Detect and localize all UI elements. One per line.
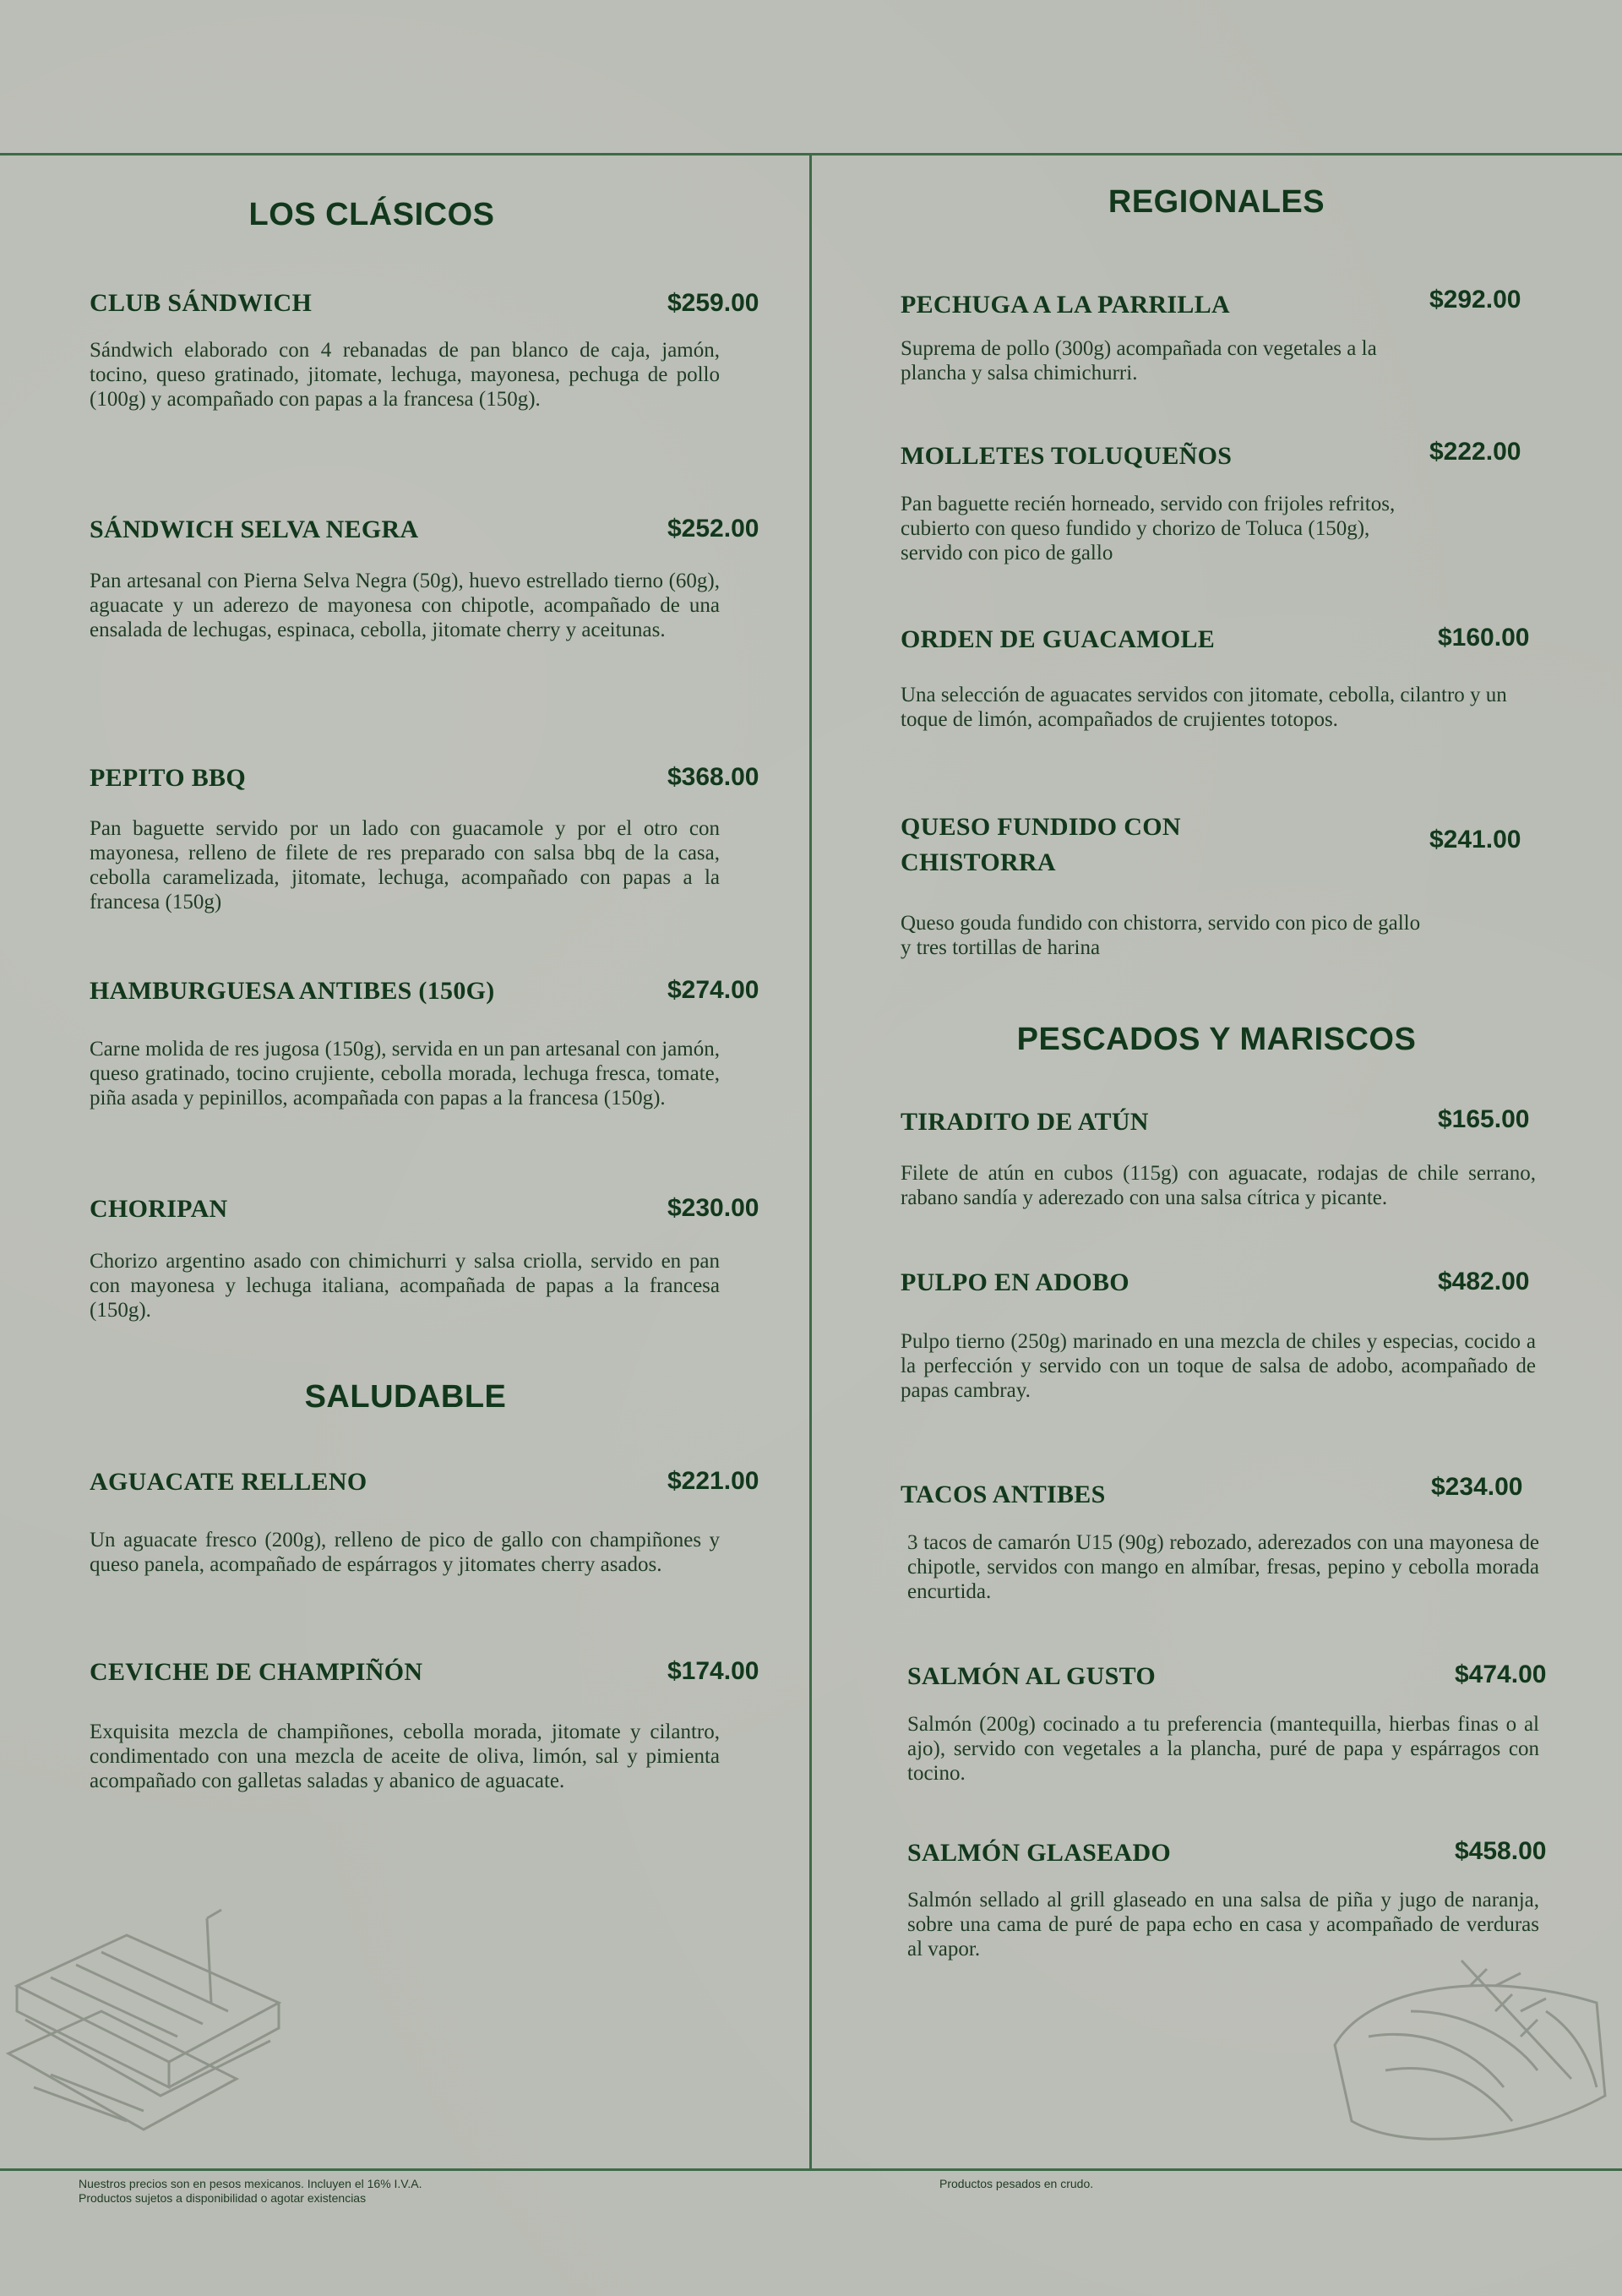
menu-item-desc: Exquisita mezcla de champiñones, cebolla morada, jitomate y cilantro, condimentado con una mezcla de aceite de oliva, limón, sal y pimienta acompañado con galletas saladas y abanico de aguacate.: [90, 1721, 720, 1792]
menu-item-desc: 3 tacos de camarón U15 (90g) rebozado, aderezados con una mayonesa de chipotle, servidos con mango en almíbar, fresas, pepino y cebolla morada encurtida.: [907, 1531, 1539, 1603]
menu-item-price: $160.00: [1438, 624, 1530, 652]
menu-item-desc: Carne molida de res jugosa (150g), servida en un pan artesanal con jamón, queso gratinado, tocino crujiente, cebolla morada, lechuga fresca, tomate, piña asada y pepinillos, acompañada con papas a la francesa (150g).: [90, 1038, 720, 1110]
menu-item-name: CHORIPAN: [90, 1195, 228, 1223]
menu-item-name: ORDEN DE GUACAMOLE: [901, 625, 1216, 653]
menu-item-name: QUESO FUNDIDO CON CHISTORRA: [901, 813, 1181, 876]
salmon-sketch-icon: [1318, 1952, 1622, 2172]
menu-item-price: $165.00: [1438, 1105, 1530, 1133]
menu-item-price: $222.00: [1429, 438, 1521, 466]
menu-item-price: $458.00: [1455, 1837, 1547, 1865]
menu-item-price: $230.00: [667, 1194, 759, 1222]
menu-item-name: PULPO EN ADOBO: [901, 1268, 1129, 1296]
menu-item-desc: Chorizo argentino asado con chimichurri y salsa criolla, servido en pan con mayonesa y lechuga italiana, acompañada de papas a la francesa (150g).: [90, 1250, 720, 1322]
menu-item-price: $174.00: [667, 1657, 759, 1685]
section-title-clasicos: LOS CLÁSICOS: [248, 197, 495, 232]
menu-item-price: $234.00: [1431, 1473, 1523, 1501]
section-title-pescados-mariscos: PESCADOS Y MARISCOS: [1016, 1022, 1417, 1057]
menu-item-name: CLUB SÁNDWICH: [90, 289, 313, 317]
menu-item-desc: Pan baguette recién horneado, servido con frijoles refritos, cubierto con queso fundido y chorizo de Toluca (150g), servido con pico de gallo: [901, 493, 1396, 564]
menu-item-desc: Suprema de pollo (300g) acompañada con vegetales a la plancha y salsa chimichurri.: [901, 337, 1377, 384]
footer-line: Productos sujetos a disponibilidad o agotar existencias: [79, 2191, 367, 2205]
menu-item-name: HAMBURGUESA ANTIBES (150G): [90, 977, 495, 1005]
menu-item-name: CEVICHE DE CHAMPIÑÓN: [90, 1658, 423, 1686]
menu-item-desc: Un aguacate fresco (200g), relleno de pico de gallo con champiñones y queso panela, acompañado de espárragos y jitomates cherry asados.: [90, 1529, 720, 1576]
menu-item-desc: Queso gouda fundido con chistorra, servido con pico de gallo y tres tortillas de harina: [901, 912, 1421, 959]
menu-item-name: SALMÓN AL GUSTO: [907, 1662, 1157, 1690]
menu-item-price: $474.00: [1455, 1661, 1547, 1688]
menu-item-price: $259.00: [667, 289, 759, 317]
menu-item-name: PEPITO BBQ: [90, 764, 246, 792]
menu-item-name: SALMÓN GLASEADO: [907, 1839, 1172, 1867]
menu-item-name: TACOS ANTIBES: [901, 1481, 1106, 1508]
footer-note-weights: Productos pesados en crudo.: [939, 2177, 1094, 2190]
menu-item-desc: Salmón sellado al grill glaseado en una salsa de piña y jugo de naranja, sobre una cama de puré de papa echo en casa y acompañado de verduras al vapor.: [907, 1889, 1539, 1961]
menu-item-price: $368.00: [667, 763, 759, 791]
footer-note-prices: [79, 2177, 422, 2206]
menu-item-price: $252.00: [667, 515, 759, 543]
section-title-saludable: SALUDABLE: [304, 1379, 507, 1415]
menu-item-desc: Pulpo tierno (250g) marinado en una mezcla de chiles y especias, cocido a la perfección y servido con un toque de salsa de adobo, acompañado de papas cambray.: [901, 1330, 1536, 1402]
section-title-regionales: REGIONALES: [1108, 184, 1325, 220]
menu-item-name: PECHUGA A LA PARRILLA: [901, 291, 1230, 319]
menu-item-desc: Salmón (200g) cocinado a tu preferencia (mantequilla, hierbas finas o al ajo), servido con vegetales a la plancha, puré de papa y espárragos con tocino.: [907, 1713, 1539, 1785]
menu-item-price: $241.00: [1429, 826, 1521, 854]
footer-line: Nuestros precios son en pesos mexicanos. Incluyen el 16% I.V.A.: [79, 2177, 422, 2190]
menu-item-name: TIRADITO DE ATÚN: [901, 1108, 1149, 1136]
menu-item-desc: Sándwich elaborado con 4 rebanadas de pan blanco de caja, jamón, tocino, queso gratinado, jitomate, lechuga, mayonesa, pechuga de pollo (100g) y acompañado con papas a la francesa (150g).: [90, 339, 720, 411]
menu-item-name: AGUACATE RELLENO: [90, 1468, 367, 1496]
menu-item-price: $274.00: [667, 976, 759, 1004]
menu-item-desc: Filete de atún en cubos (115g) con aguacate, rodajas de chile serrano, rabano sandía y aderezado con una salsa cítrica y picante.: [901, 1162, 1536, 1209]
menu-item-price: $482.00: [1438, 1268, 1530, 1295]
sandwich-sketch-icon: [0, 1884, 321, 2138]
menu-item-desc: Una selección de aguacates servidos con jitomate, cebolla, cilantro y un toque de limón, acompañados de crujientes totopos.: [901, 684, 1507, 731]
center-divider: [809, 155, 812, 2170]
menu-item-desc: Pan baguette servido por un lado con guacamole y por el otro con mayonesa, relleno de filete de res preparado con salsa bbq de la casa, cebolla caramelizada, jitomate, lechuga, acompañado con papas a la francesa (150g): [90, 817, 720, 913]
menu-item-desc: Pan artesanal con Pierna Selva Negra (50g), huevo estrellado tierno (60g), aguacate y un aderezo de mayonesa con chipotle, acompañado de una ensalada de lechugas, espinaca, cebolla, jitomate cherry y aceitunas.: [90, 570, 720, 641]
menu-item-price: $221.00: [667, 1467, 759, 1495]
menu-item-price: $292.00: [1429, 286, 1521, 314]
menu-item-name: MOLLETES TOLUQUEÑOS: [901, 442, 1233, 470]
menu-item-name: SÁNDWICH SELVA NEGRA: [90, 515, 419, 543]
